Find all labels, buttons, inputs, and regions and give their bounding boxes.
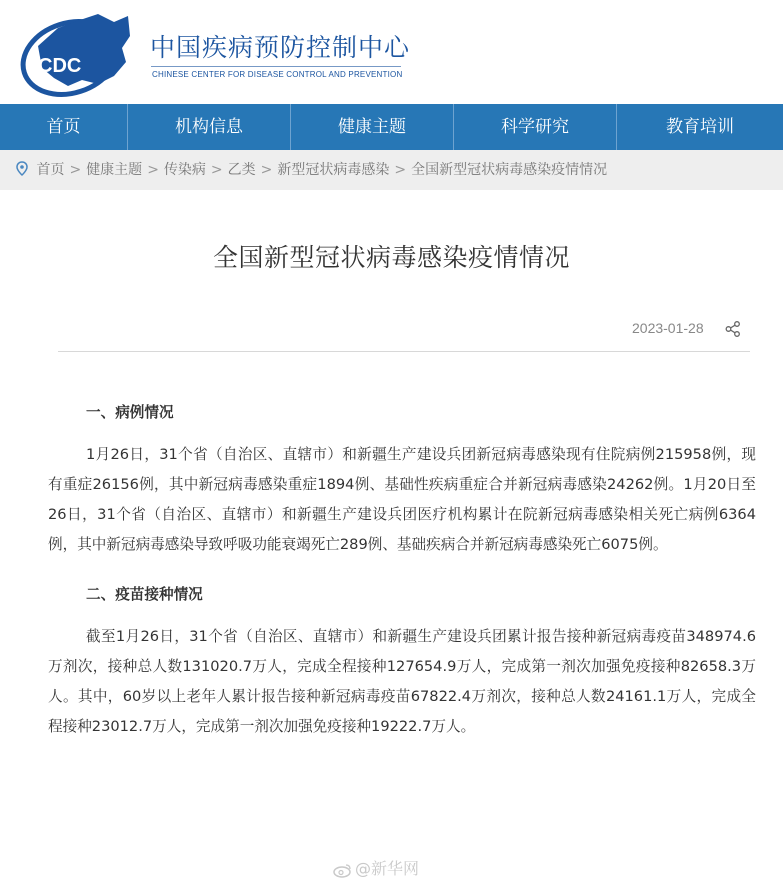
- weibo-icon: [333, 862, 353, 878]
- nav-item-research[interactable]: 科学研究: [454, 104, 617, 150]
- breadcrumb-separator: >: [394, 162, 407, 178]
- breadcrumb-separator: >: [210, 162, 223, 178]
- section-paragraph-cases: 1月26日，31个省（自治区、直辖市）和新疆生产建设兵团新冠病毒感染现有住院病例215958例，现有重症26156例，其中新冠病毒感染重症1894例、基础性疾病重症合并新冠病毒感染24262例。1月20日至26日，31个省（自治区、直辖市）和新疆生产建设兵团医疗机构累计在院新冠病毒感染相关死亡病例6364例，其中新冠病毒感染导致呼吸功能衰竭死亡289例、基础疾病合并新冠病毒感染死亡6075例。: [48, 446, 756, 553]
- watermark-text: @新华网: [355, 859, 420, 878]
- article-body: [48, 398, 756, 742]
- site-name-cn: 中国疾病预防控制中心: [150, 33, 411, 62]
- breadcrumb-infectious-disease[interactable]: 传染病: [163, 162, 206, 178]
- article-title: 全国新型冠状病毒感染疫情情况: [212, 243, 570, 272]
- section-paragraph-vaccination: 截至1月26日，31个省（自治区、直辖市）和新疆生产建设兵团累计报告接种新冠病毒疫苗348974.6万剂次，接种总人数131020.7万人，完成全程接种127654.9万人，完成第一剂次加强免疫接种82658.3万人。其中，60岁以上老年人累计报告接种新冠病毒疫苗67822.4万剂次，接种总人数24161.1万人，完成全程接种23012.7万人，完成第一剂次加强免疫接种19222.7万人。: [48, 628, 756, 735]
- breadcrumb-separator: >: [69, 162, 82, 178]
- breadcrumb-health-topics[interactable]: 健康主题: [86, 162, 143, 178]
- site-name-en: CHINESE CENTER FOR DISEASE CONTROL AND PREVENTION: [152, 70, 403, 79]
- breadcrumb: [0, 150, 783, 190]
- breadcrumb-separator: >: [260, 162, 273, 178]
- nav-item-home[interactable]: 首页: [0, 104, 128, 150]
- article-container: [6, 190, 777, 889]
- title-divider: [58, 351, 750, 352]
- breadcrumb-class-b[interactable]: 乙类: [227, 162, 256, 178]
- section-heading-vaccination: 二、疫苗接种情况: [86, 586, 203, 603]
- nav-item-health-topics[interactable]: 健康主题: [291, 104, 454, 150]
- share-icon[interactable]: [724, 320, 742, 338]
- breadcrumb-separator: >: [147, 162, 159, 178]
- breadcrumb-covid[interactable]: 新型冠状病毒感染: [277, 162, 390, 178]
- logo-text: CDC: [38, 55, 82, 77]
- header-divider: [151, 66, 401, 67]
- nav-item-education[interactable]: 教育培训: [666, 117, 734, 137]
- nav-item-organization[interactable]: 机构信息: [128, 104, 291, 150]
- watermark: [333, 856, 419, 879]
- cdc-logo-icon[interactable]: [18, 6, 136, 98]
- breadcrumb-home[interactable]: 首页: [36, 162, 65, 178]
- site-header: [0, 0, 783, 104]
- article-date: 2023-01-28: [632, 320, 704, 336]
- main-nav: [0, 104, 783, 150]
- breadcrumb-current: 全国新型冠状病毒感染疫情情况: [411, 162, 608, 178]
- location-pin-icon: [16, 161, 28, 176]
- section-heading-cases: 一、病例情况: [86, 404, 174, 421]
